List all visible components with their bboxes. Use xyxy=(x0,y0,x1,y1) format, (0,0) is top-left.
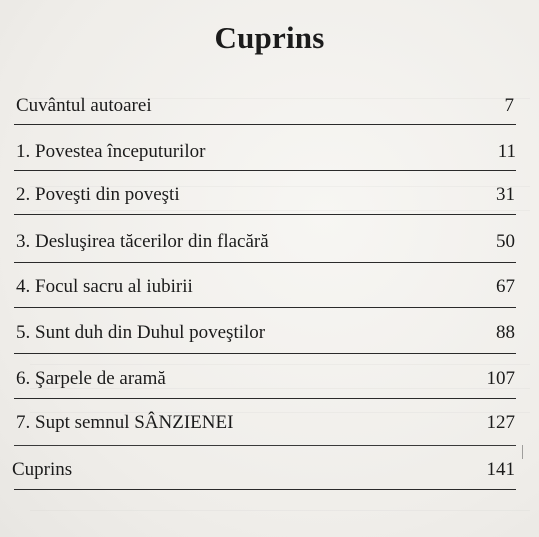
toc-entry-page: 141 xyxy=(486,459,515,480)
toc-entry-label: 2. Poveşti din poveşti xyxy=(16,184,180,205)
toc-entry-page: 107 xyxy=(486,368,515,389)
toc-divider xyxy=(14,170,516,171)
toc-entry-label: 3. Desluşirea tăcerilor din flacără xyxy=(16,231,269,252)
toc-entry-label: 6. Şarpele de aramă xyxy=(16,368,166,389)
toc-divider xyxy=(14,445,516,446)
toc-entry-label: 7. Supt semnul SÂNZIENEI xyxy=(16,412,234,433)
toc-entry-label: 5. Sunt duh din Duhul poveştilor xyxy=(16,322,266,343)
page-title: Cuprins xyxy=(214,20,325,55)
toc-entry-label: 1. Povestea începuturilor xyxy=(16,141,206,162)
toc-entry-page: 50 xyxy=(496,231,515,252)
toc-entry-page: 11 xyxy=(497,141,516,162)
toc-entry-label: Cuvântul autoarei xyxy=(16,95,152,116)
toc-entry-label: Cuprins xyxy=(12,459,73,480)
toc-entry-page: 67 xyxy=(496,276,515,297)
toc-divider xyxy=(14,353,516,354)
toc-divider xyxy=(14,214,516,215)
toc-entry-page: 31 xyxy=(496,184,515,205)
toc-divider xyxy=(14,124,516,125)
toc-divider xyxy=(14,489,516,490)
toc-entry-page: 127 xyxy=(486,412,515,433)
toc-divider xyxy=(14,398,516,399)
print-artifact xyxy=(522,445,523,459)
toc-entry-label: 4. Focul sacru al iubirii xyxy=(16,276,193,297)
toc-entry-page: 88 xyxy=(496,322,515,343)
toc-entry-page: 7 xyxy=(504,95,514,116)
toc-divider xyxy=(14,262,516,263)
toc-divider xyxy=(14,307,516,308)
